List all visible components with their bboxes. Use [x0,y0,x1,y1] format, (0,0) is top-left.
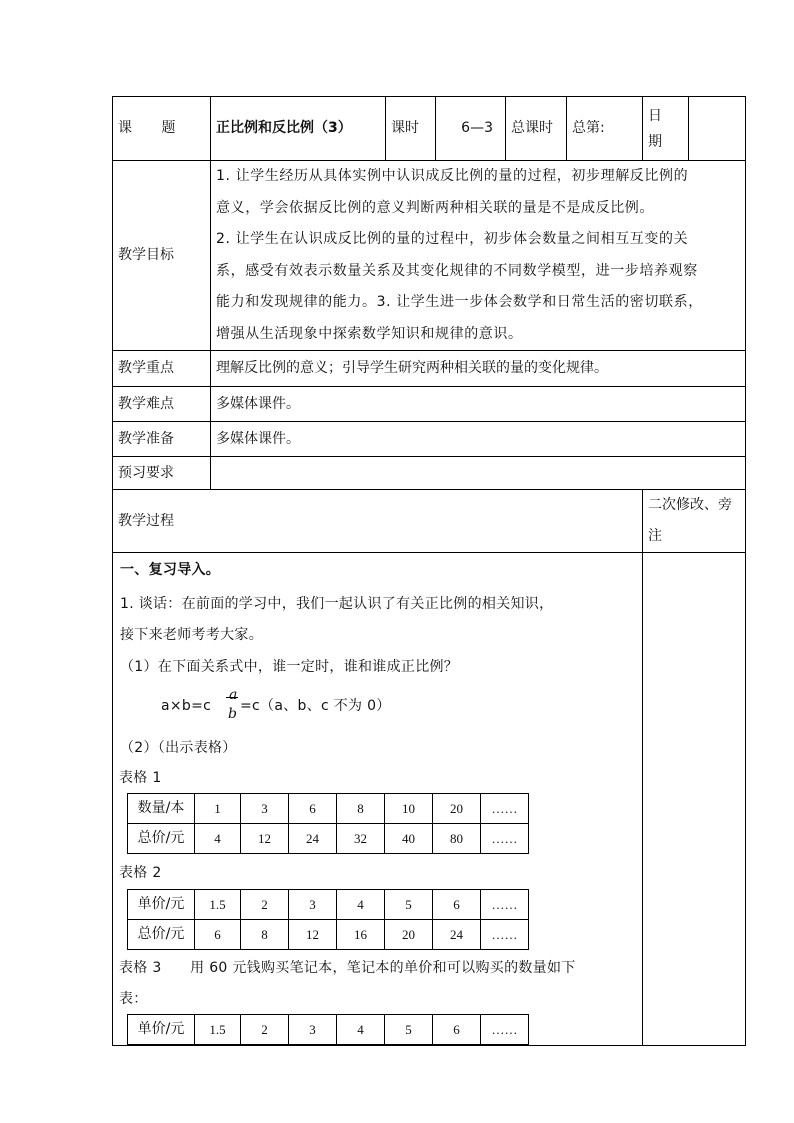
table-cell: 10 [385,794,433,824]
table-cell: 20 [385,920,433,950]
objectives-row [113,161,746,351]
preparation-row [113,422,746,457]
process-body-row [113,553,746,1046]
question-1: （1）在下面关系式中，谁一定时，谁和谁成正比例？ [120,659,459,675]
table-cell: 40 [385,824,433,854]
objective-line: 1. 让学生经历从具体实例中认识成反比例的量的过程，初步理解反比例的 [216,168,689,184]
table-cell: 总价/元 [128,920,195,950]
table-cell: …… [481,1015,529,1045]
preview-row [113,457,746,490]
table-cell: …… [481,824,529,854]
table-cell: 12 [241,824,289,854]
date-label-line-1: 日 [648,107,662,124]
lesson-value: 6—3 [436,97,506,161]
table-cell: 32 [337,824,385,854]
question-2: （2）（出示表格） [120,740,237,756]
table-cell: 数量/本 [128,794,195,824]
process-header-row [113,490,746,553]
table-2-label: 表格 2 [119,865,162,881]
objective-line: 增强从生活现象中探索数学知识和规律的意识。 [216,325,523,342]
preparation-value: 多媒体课件。 [211,422,746,457]
table-cell: …… [481,890,529,920]
data-table-3 [127,1014,529,1045]
talk-line-2: 接下来老师考考大家。 [120,627,263,643]
table-cell: 4 [337,890,385,920]
objective-line: 2. 让学生在认识成反比例的量的过程中，初步体会数量之间相互互变的关 [216,231,689,247]
table-cell: 5 [385,890,433,920]
table-cell: 12 [289,920,337,950]
key-points-row [113,351,746,387]
talk-line-1: 1. 谈话：在前面的学习中，我们一起认识了有关正比例的相关知识， [120,596,554,612]
key-points-label: 教学重点 [113,351,211,387]
table-cell: 3 [241,794,289,824]
table-row [128,1015,529,1045]
table-row [128,824,529,854]
table-cell: 6 [433,1015,481,1045]
lesson-label: 课时 [386,97,436,161]
objective-line: 能力和发现规律的能力。3. 让学生进一步体会数学和日常生活的密切联系， [216,294,703,310]
header-row [113,97,746,161]
table-cell: 4 [337,1015,385,1045]
total-lessons-label: 总课时 [506,97,567,161]
table-row [128,794,529,824]
data-table-2 [127,889,529,950]
table-cell: 4 [195,824,241,854]
table-row [128,890,529,920]
lesson-plan-table [112,96,746,1046]
table-cell: 20 [433,794,481,824]
table-cell: 1.5 [195,890,241,920]
table-cell: 单价/元 [128,1015,195,1045]
table-cell: 2 [241,1015,289,1045]
subject-title: 正比例和反比例（3） [211,97,386,161]
table-cell: 1.5 [195,1015,241,1045]
difficulties-row [113,387,746,422]
table-cell: …… [481,920,529,950]
formula-right: =c（a、b、c 不为 0） [240,698,391,714]
table-cell: 总价/元 [128,824,195,854]
formula-left: a×b=c [161,698,212,714]
date-value [689,97,746,161]
table-cell: 3 [289,1015,337,1045]
objectives-label: 教学目标 [113,161,211,351]
fraction-numerator: a [229,687,238,703]
table-cell: 6 [433,890,481,920]
table-cell: …… [481,794,529,824]
date-label-line-2: 期 [648,133,662,150]
side-notes-area [643,553,746,1046]
side-notes-label: 二次修改、旁注 [643,490,746,553]
table-cell: 6 [289,794,337,824]
table-cell: 24 [433,920,481,950]
table-cell: 80 [433,824,481,854]
table-cell: 24 [289,824,337,854]
objective-line: 系，感受有效表示数量关系及其变化规律的不同数学模型，进一步培养观察 [216,262,698,279]
difficulties-label: 教学难点 [113,387,211,422]
table-cell: 8 [241,920,289,950]
table-cell: 16 [337,920,385,950]
table-3-label-line-1: 表格 3 用 60 元钱购买笔记本，笔记本的单价和可以购买的数量如下 [119,960,576,976]
subject-label: 课 题 [113,97,211,161]
preparation-label: 教学准备 [113,422,211,457]
preview-label: 预习要求 [113,457,211,490]
table-1-label: 表格 1 [119,770,162,786]
key-points-value: 理解反比例的意义；引导学生研究两种相关联的量的变化规律。 [211,351,746,387]
section-title: 一、复习导入。 [120,562,221,578]
table-cell: 3 [289,890,337,920]
objectives-content [211,161,746,351]
table-cell: 6 [195,920,241,950]
table-cell: 2 [241,890,289,920]
data-table-1 [127,793,529,854]
process-content [113,553,643,1046]
table-cell: 8 [337,794,385,824]
difficulties-value: 多媒体课件。 [211,387,746,422]
table-row [128,920,529,950]
process-label: 教学过程 [113,490,643,553]
table-cell: 5 [385,1015,433,1045]
table-3-label-line-2: 表： [119,991,148,1007]
fraction-bar [226,697,238,698]
objective-line: 意义，学会依据反比例的意义判断两种相关联的量是不是成反比例。 [216,199,654,216]
total-number-label: 总第: [567,97,643,161]
fraction-denominator: b [228,706,237,722]
preview-value [211,457,746,490]
date-label [643,97,689,161]
table-cell: 单价/元 [128,890,195,920]
table-cell: 1 [195,794,241,824]
